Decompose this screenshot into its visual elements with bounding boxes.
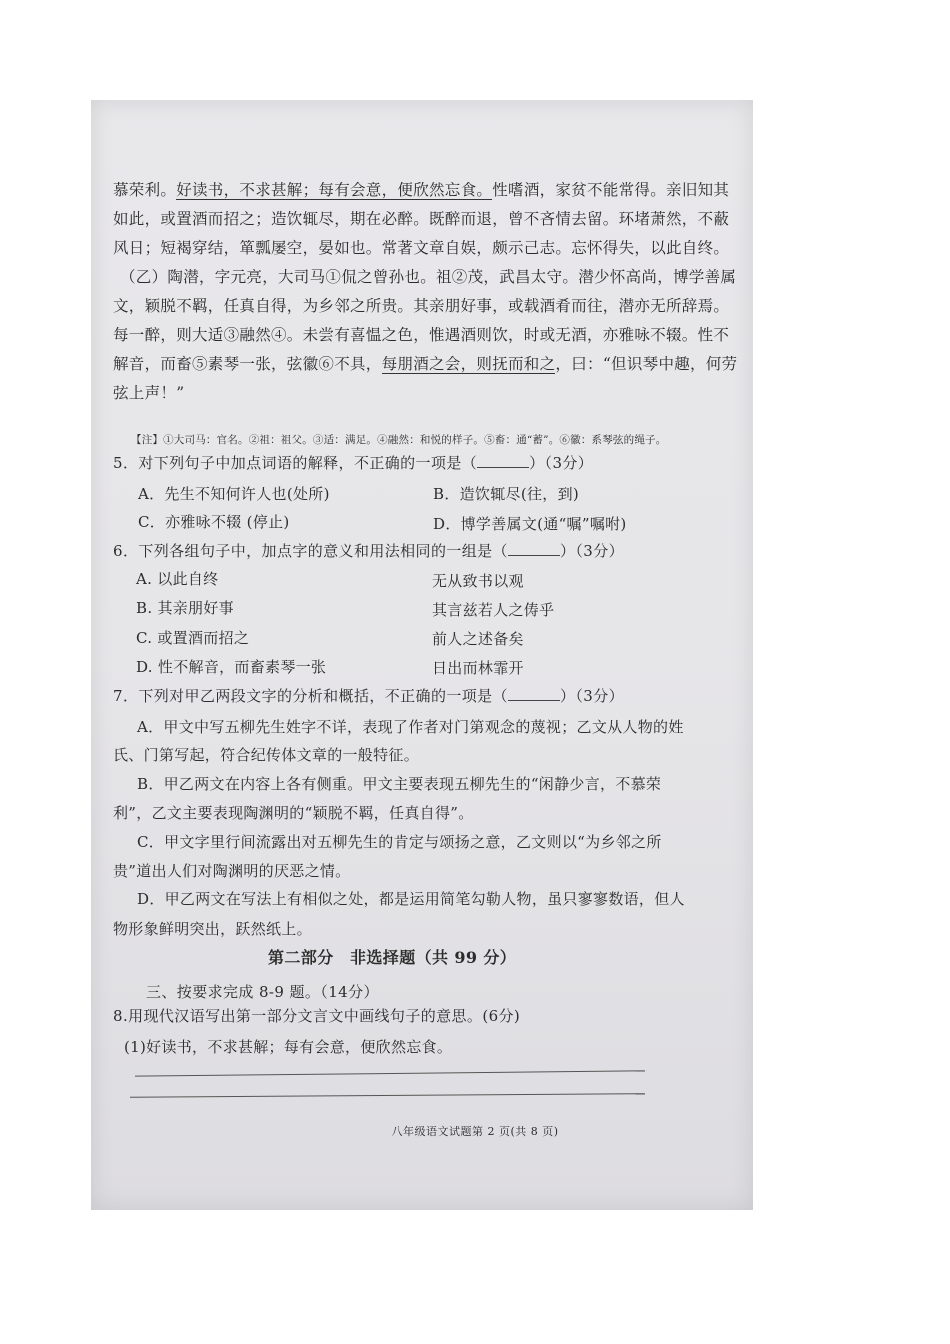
q5-option-b: B．造饮辄尽(往，到)	[433, 485, 580, 503]
passage-yi-line-4: 解音，而畜⑤素琴一张，弦徽⑥不具，每朋酒之会，则抚而和之，曰：“但识琴中趣，何劳	[113, 355, 738, 373]
passage-yi-line-2: 文，颖脱不羁，任真自得，为乡邻之所贵。其亲朋好事，或载酒肴而往，潜亦无所辞焉。	[113, 297, 730, 315]
q5-option-d: D．博学善属文(通“嘱”嘱咐)	[433, 515, 627, 533]
answer-blank[interactable]	[508, 555, 560, 556]
q6-option-b-left: B. 其亲朋好事	[136, 599, 234, 617]
q6-option-a-right: 无从致书以观	[432, 572, 524, 590]
page-footer: 八年级语文试题第 2 页(共 8 页)	[391, 1125, 559, 1138]
q7-option-c-line-2: 贵”道出人们对陶渊明的厌恶之情。	[113, 862, 351, 880]
passage-jia-line-2: 如此，或置酒而招之；造饮辄尽，期在必醉。既醉而退，曾不吝情去留。环堵萧然，不蔽	[113, 210, 730, 228]
q7-option-b-line-2: 利”，乙文主要表现陶渊明的“颖脱不羁，任真自得”。	[113, 804, 474, 822]
q7-option-d-line-1: D．甲乙两文在写法上有相似之处，都是运用简笔勾勒人物，虽只寥寥数语，但人	[137, 890, 685, 908]
q6-option-a-left: A. 以此自终	[136, 570, 219, 588]
question-5-stem: 5．对下列句子中加点词语的解释，不正确的一项是（ ）（3分）	[113, 454, 594, 472]
annotation-note: 【注】①大司马：官名。②祖：祖父。③适：满足。④融然：和悦的样子。⑤畜：通“蓄”。⑥徽：系琴弦的绳子。	[131, 434, 667, 446]
q7-option-d-line-2: 物形象鲜明突出，跃然纸上。	[113, 920, 312, 938]
answer-blank[interactable]	[508, 700, 560, 701]
q6-option-c-left: C. 或置酒而招之	[136, 629, 250, 647]
passage-yi-line-5: 弦上声！”	[113, 384, 185, 402]
question-6-stem: 6．下列各组句子中，加点字的意义和用法相同的一组是（ ）（3分）	[113, 542, 624, 560]
q6-option-c-right: 前人之述备矣	[432, 630, 524, 648]
section-3-heading: 三、按要求完成 8-9 题。（14分）	[146, 983, 379, 1001]
question-8-1: (1)好读书，不求甚解；每有会意，便欣然忘食。	[124, 1038, 453, 1056]
passage-jia-line-3: 风日；短褐穿结，箪瓢屡空，晏如也。常著文章自娱，颇示己志。忘怀得失，以此自终。	[113, 239, 730, 257]
underlined-sentence-1: 好读书，不求甚解；每有会意，便欣然忘食。	[176, 181, 493, 199]
q6-option-d-left: D. 性不解音，而畜素琴一张	[136, 658, 327, 676]
passage-yi-line-3: 每一醉，则大适③融然④。未尝有喜愠之色，惟遇酒则饮，时或无酒，亦雅咏不辍。性不	[113, 326, 730, 344]
q5-option-a: A．先生不知何许人也(处所)	[138, 485, 330, 503]
underlined-sentence-2: 每朋酒之会，则抚而和之	[381, 355, 556, 373]
q7-option-b-line-1: B．甲乙两文在内容上各有侧重。甲文主要表现五柳先生的“闲静少言，不慕荣	[137, 775, 662, 793]
q6-option-d-right: 日出而林霏开	[432, 659, 524, 677]
answer-blank[interactable]	[477, 467, 529, 468]
q7-option-a-line-1: A．甲文中写五柳先生姓字不详，表现了作者对门第观念的蔑视；乙文从人物的姓	[137, 718, 684, 736]
question-7-stem: 7．下列对甲乙两段文字的分析和概括，不正确的一项是（ ）（3分）	[113, 687, 624, 705]
passage-jia-line-1: 慕荣利。好读书，不求甚解；每有会意，便欣然忘食。性嗜酒，家贫不能常得。亲旧知其	[113, 181, 730, 199]
q7-option-c-line-1: C．甲文字里行间流露出对五柳先生的肯定与颂扬之意，乙文则以“为乡邻之所	[137, 833, 662, 851]
q5-option-c: C．亦雅咏不辍 (停止)	[138, 513, 290, 531]
q7-option-a-line-2: 氏、门第写起，符合纪传体文章的一般特征。	[113, 746, 420, 764]
part-2-heading: 第二部分 非选择题（共 99 分）	[268, 948, 517, 967]
passage-yi-line-1: （乙）陶潜，字元亮，大司马①侃之曾孙也。祖②茂，武昌太守。潜少怀高尚，博学善属	[120, 268, 737, 286]
q6-option-b-right: 其言兹若人之俦乎	[432, 601, 555, 619]
question-8-stem: 8.用现代汉语写出第一部分文言文中画线句子的意思。(6分)	[113, 1007, 521, 1025]
